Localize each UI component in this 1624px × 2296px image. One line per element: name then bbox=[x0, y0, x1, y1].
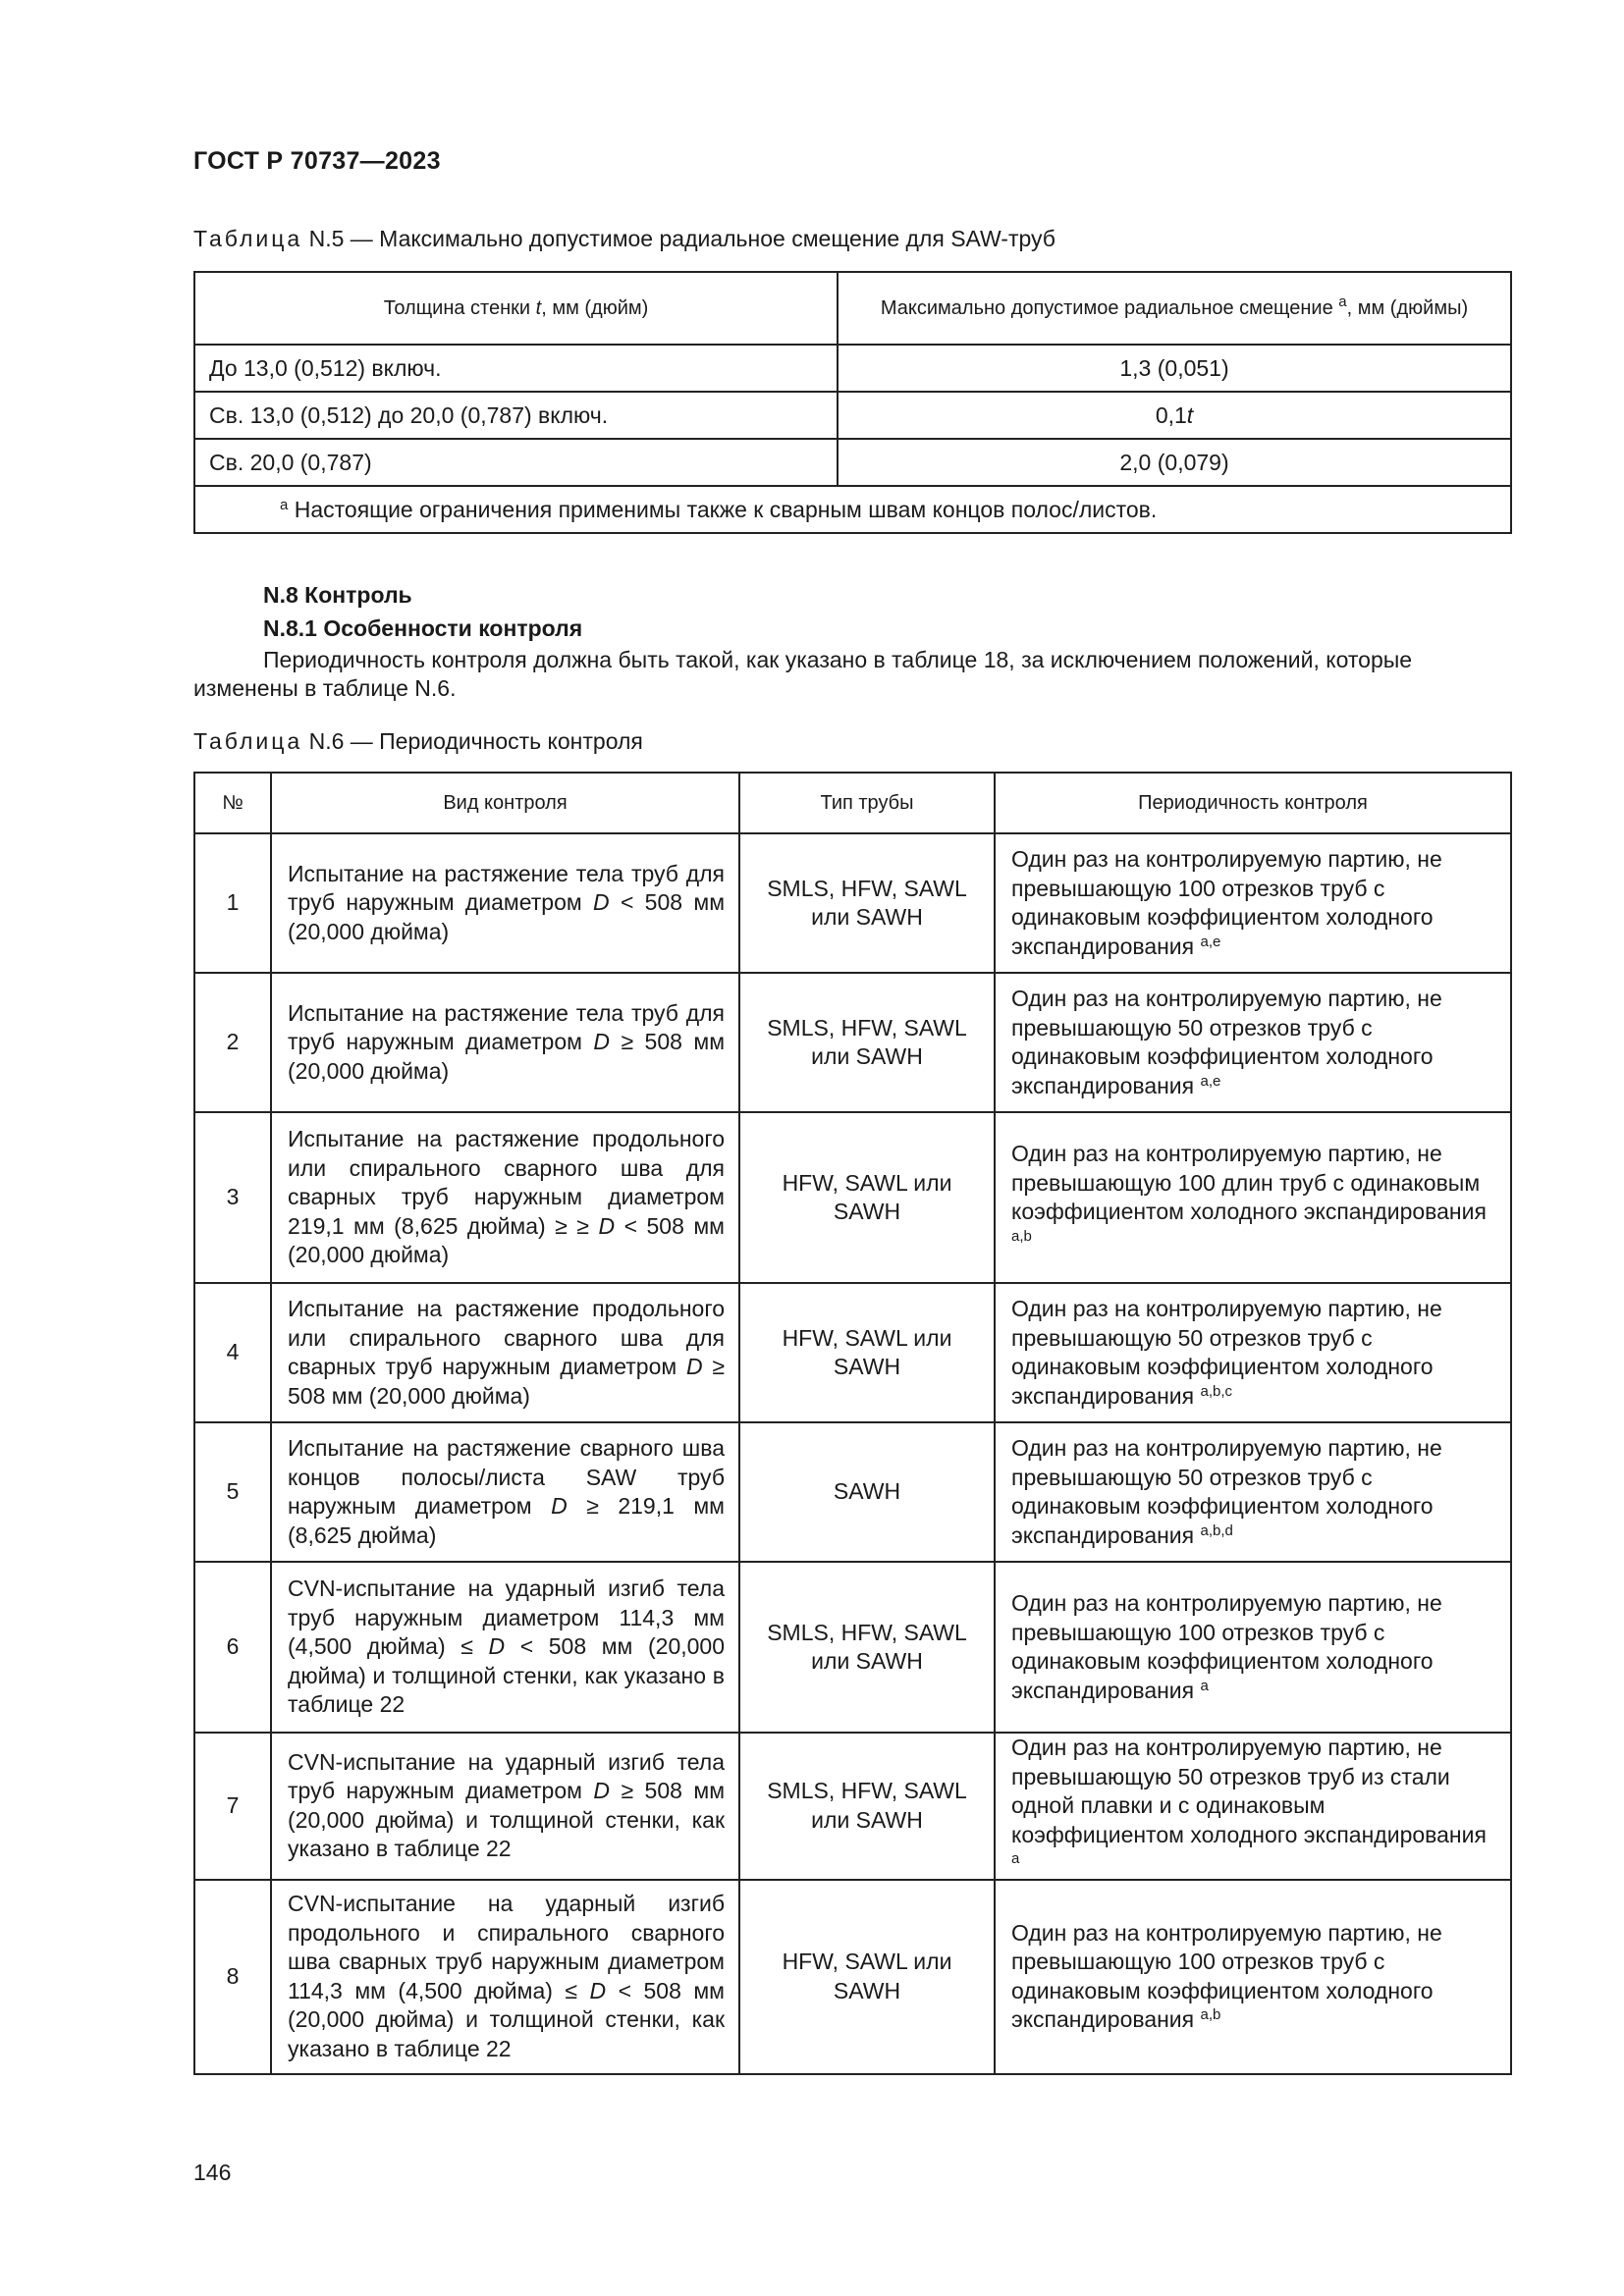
cell-thickness: До 13,0 (0,512) включ. bbox=[194, 345, 838, 392]
caption-text: N.6 — Периодичность контроля bbox=[302, 728, 643, 754]
footnote-ref: a,b bbox=[1011, 1227, 1032, 1245]
table-row bbox=[194, 439, 1511, 486]
cell-frequency: Один раз на контролируемую партию, не превышающую 100 длин труб с одинаковым коэффициентом холодного экспандирования $^{a,b}$ bbox=[995, 1112, 1511, 1283]
header-cell-frequency: Периодичность контроля bbox=[995, 773, 1511, 833]
table-body bbox=[194, 833, 1511, 2074]
cell-pipe-type: HFW, SAWL или SAWH bbox=[739, 1283, 995, 1422]
table-header-row bbox=[194, 773, 1511, 833]
section-heading-n8: N.8 Контроль bbox=[263, 582, 412, 608]
cell-number: 2 bbox=[194, 973, 271, 1112]
header-cell-pipe-type: Тип трубы bbox=[739, 773, 995, 833]
table-n5 bbox=[193, 271, 1512, 534]
cell-pipe-type: SMLS, HFW, SAWL или SAWH bbox=[739, 1562, 995, 1733]
cell-offset: 2,0 (0,079) bbox=[838, 439, 1511, 486]
section-heading-n81: N.8.1 Особенности контроля bbox=[263, 615, 583, 641]
footnote-ref: a,b,d bbox=[1200, 1522, 1233, 1539]
cell-kind: CVN-испытание на ударный изгиб тела труб наружным диаметром D ≥ 508 мм (20,000 дюйма) и толщиной стенки, как указано в таблице 22 bbox=[271, 1733, 739, 1880]
cell-offset: 1,3 (0,051) bbox=[838, 345, 1511, 392]
cell-frequency: Один раз на контролируемую партию, не превышающую 100 отрезков труб с одинаковым коэффициентом холодного экспандирования $^a$ bbox=[995, 1562, 1511, 1733]
table-row bbox=[194, 973, 1511, 1112]
cell-kind: Испытание на растяжение тела труб для труб наружным диаметром D < 508 мм (20,000 дюйма) bbox=[271, 833, 739, 973]
cell-pipe-type: HFW, SAWL или SAWH bbox=[739, 1880, 995, 2074]
cell-frequency: Один раз на контролируемую партию, не превышающую 100 отрезков труб с одинаковым коэффициентом холодного экспандирования $^{a,b}$ bbox=[995, 1880, 1511, 2074]
cell-number: 5 bbox=[194, 1422, 271, 1562]
caption-word: Таблица bbox=[193, 728, 303, 754]
table-n6 bbox=[193, 772, 1512, 2075]
footnote-ref: a,e bbox=[1200, 933, 1221, 950]
table-footnote-row bbox=[194, 486, 1511, 533]
footnote-ref: a bbox=[1200, 1677, 1209, 1694]
table-footnote: $^a$ Настоящие ограничения применимы также к сварным швам концов полос/листов. bbox=[194, 486, 1511, 533]
cell-kind: CVN-испытание на ударный изгиб продольного и спирального сварного шва сварных труб наружным диаметром 114,3 мм (4,500 дюйма) ≤ D < 508 мм (20,000 дюйма) и толщиной стенки, как указано в таблице 22 bbox=[271, 1880, 739, 2074]
table-row bbox=[194, 1562, 1511, 1733]
cell-number: 1 bbox=[194, 833, 271, 973]
page-number: 146 bbox=[193, 2160, 232, 2185]
cell-offset: 0,1t bbox=[838, 392, 1511, 439]
cell-number: 3 bbox=[194, 1112, 271, 1283]
cell-frequency: Один раз на контролируемую партию, не превышающую 50 отрезков труб с одинаковым коэффициентом холодного экспандирования $^{a,e}$ bbox=[995, 973, 1511, 1112]
cell-pipe-type: SMLS, HFW, SAWL или SAWH bbox=[739, 1733, 995, 1880]
cell-frequency: Один раз на контролируемую партию, не превышающую 50 отрезков труб с одинаковым коэффициентом холодного экспандирования $^{a,b,c}$ bbox=[995, 1283, 1511, 1422]
cell-thickness: Св. 20,0 (0,787) bbox=[194, 439, 838, 486]
footnote-ref: a,e bbox=[1200, 1072, 1221, 1090]
footnote-ref: a bbox=[1011, 1850, 1020, 1867]
cell-number: 7 bbox=[194, 1733, 271, 1880]
table-row bbox=[194, 1283, 1511, 1422]
cell-pipe-type: HFW, SAWL или SAWH bbox=[739, 1112, 995, 1283]
header-cell-offset: Максимально допустимое радиальное смещение $^a$, мм (дюймы) bbox=[838, 272, 1511, 345]
table-header-row bbox=[194, 272, 1511, 345]
footnote-ref: a,b,c bbox=[1200, 1382, 1233, 1400]
table-row bbox=[194, 1733, 1511, 1880]
cell-number: 6 bbox=[194, 1562, 271, 1733]
cell-kind: CVN-испытание на ударный изгиб тела труб наружным диаметром 114,3 мм (4,500 дюйма) ≤ D < 508 мм (20,000 дюйма) и толщиной стенки, как указано в таблице 22 bbox=[271, 1562, 739, 1733]
table-row bbox=[194, 345, 1511, 392]
table-row bbox=[194, 1422, 1511, 1562]
header-cell-kind: Вид контроля bbox=[271, 773, 739, 833]
footnote-ref: a,b bbox=[1200, 2006, 1221, 2023]
table-n5-caption bbox=[193, 226, 1056, 252]
cell-kind: Испытание на растяжение продольного или спирального сварного шва для сварных труб наружным диаметром D ≥ 508 мм (20,000 дюйма) bbox=[271, 1283, 739, 1422]
cell-kind: Испытание на растяжение сварного шва концов полосы/листа SAW труб наружным диаметром D ≥ 219,1 мм (8,625 дюйма) bbox=[271, 1422, 739, 1562]
cell-frequency: Один раз на контролируемую партию, не превышающую 100 отрезков труб с одинаковым коэффициентом холодного экспандирования $^{a,e}$ bbox=[995, 833, 1511, 973]
table-row bbox=[194, 392, 1511, 439]
cell-pipe-type: SAWH bbox=[739, 1422, 995, 1562]
cell-pipe-type: SMLS, HFW, SAWL или SAWH bbox=[739, 973, 995, 1112]
section-paragraph: Периодичность контроля должна быть такой, как указано в таблице 18, за исключением положений, которые изменены в таблице N.6. bbox=[193, 647, 1413, 701]
cell-number: 8 bbox=[194, 1880, 271, 2074]
cell-frequency: Один раз на контролируемую партию, не превышающую 50 отрезков труб из стали одной плавки и с одинаковым коэффициентом холодного экспандирования $^a$ bbox=[995, 1733, 1511, 1880]
cell-number: 4 bbox=[194, 1283, 271, 1422]
caption-text: N.5 — Максимально допустимое радиальное смещение для SAW-труб bbox=[302, 226, 1056, 251]
cell-frequency: Один раз на контролируемую партию, не превышающую 50 отрезков труб с одинаковым коэффициентом холодного экспандирования $^{a,b,d}$ bbox=[995, 1422, 1511, 1562]
cell-kind: Испытание на растяжение продольного или спирального сварного шва для сварных труб наружным диаметром 219,1 мм (8,625 дюйма) ≥ ≥ D < 508 мм (20,000 дюйма) bbox=[271, 1112, 739, 1283]
document-header: ГОСТ Р 70737—2023 bbox=[193, 147, 441, 175]
header-cell-thickness: Толщина стенки t, мм (дюйм) bbox=[194, 272, 838, 345]
cell-thickness: Св. 13,0 (0,512) до 20,0 (0,787) включ. bbox=[194, 392, 838, 439]
table-row bbox=[194, 833, 1511, 973]
table-n6-caption bbox=[193, 728, 643, 755]
caption-word: Таблица bbox=[193, 226, 303, 251]
table-row bbox=[194, 1112, 1511, 1283]
cell-kind: Испытание на растяжение тела труб для труб наружным диаметром D ≥ 508 мм (20,000 дюйма) bbox=[271, 973, 739, 1112]
header-cell-number: № bbox=[194, 773, 271, 833]
table-row bbox=[194, 1880, 1511, 2074]
cell-pipe-type: SMLS, HFW, SAWL или SAWH bbox=[739, 833, 995, 973]
